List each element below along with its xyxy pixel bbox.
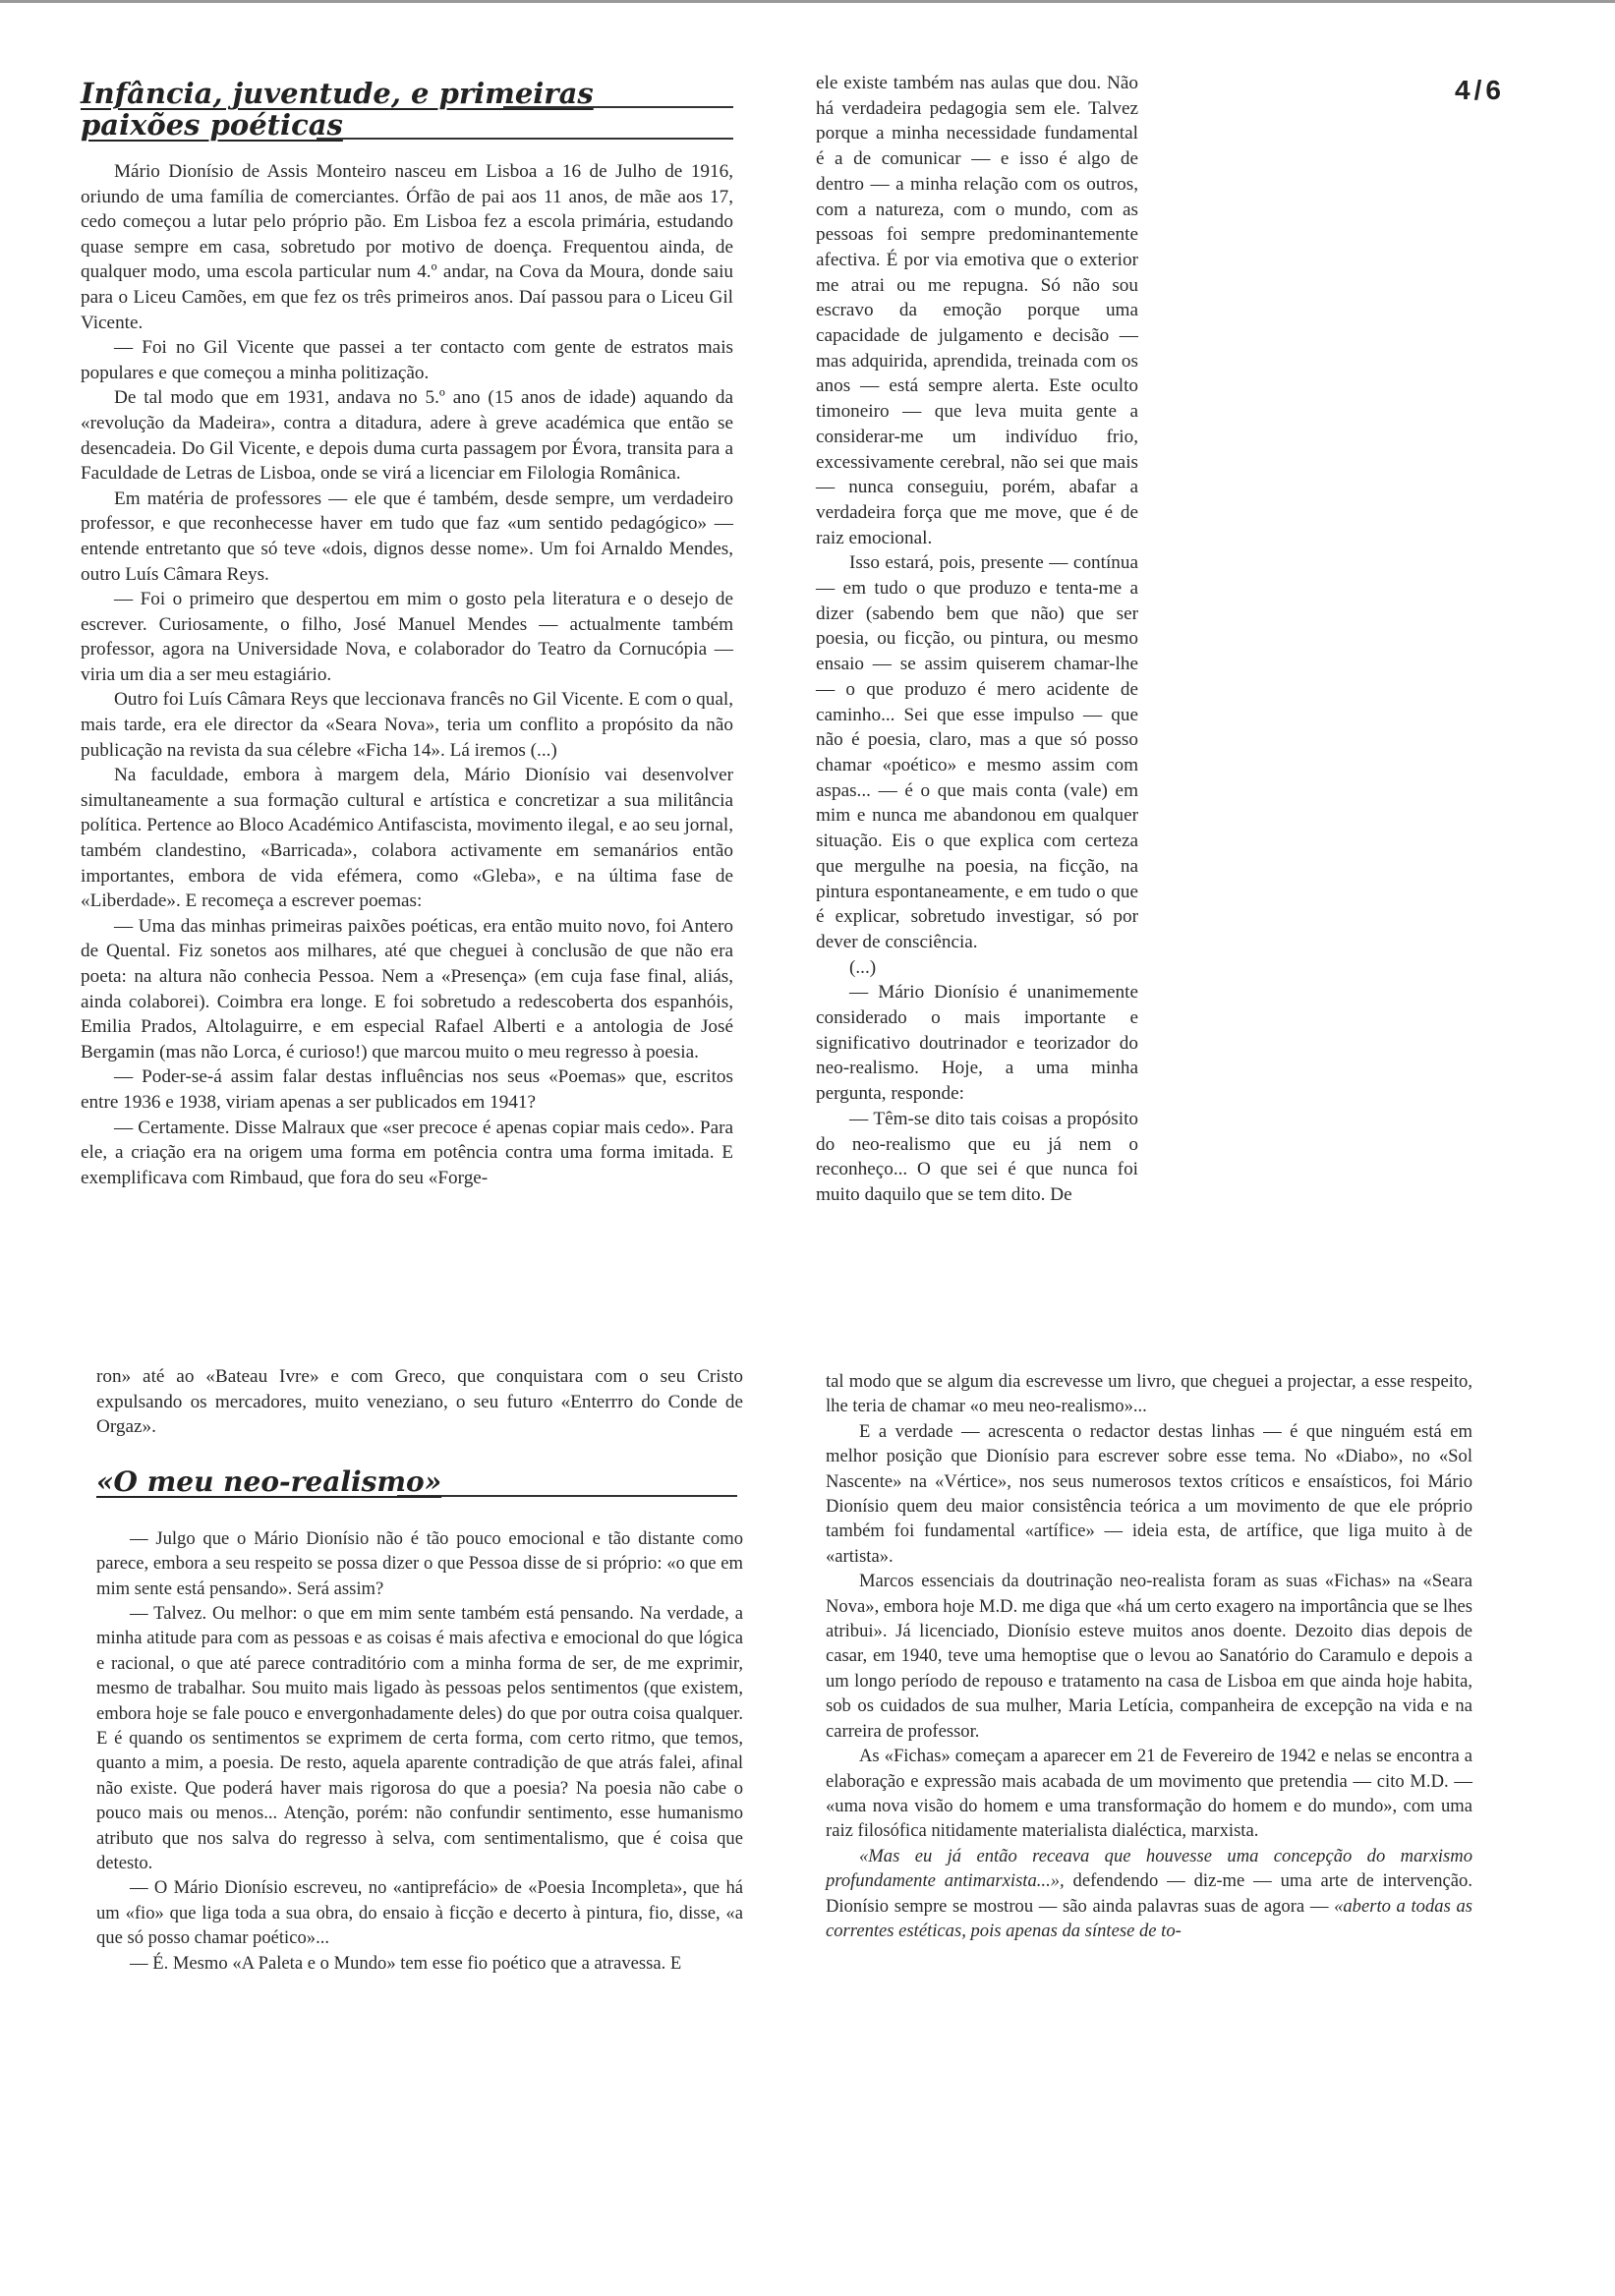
continuation-paragraph: ron» até ao «Bateau Ivre» e com Greco, que conquistara com o seu Cristo expulsando os mercadores, muito veneziano, o seu futuro «Enterrro do Conde de Orgaz». <box>96 1366 743 1438</box>
paragraph: — É. Mesmo «A Paleta e o Mundo» tem esse fio poético que a atravessa. E <box>130 1952 682 1974</box>
italic-quote: «Mas eu já então receava que houvesse uma concepção do marxismo profundamente antimarxista...», <box>826 1845 1472 1892</box>
paragraph: (...) <box>849 956 877 978</box>
paragraph: — Mário Dionísio é unanimemente considerado o mais importante e significativo doutrinador e teorizador do neo-realismo. Hoje, a uma minha pergunta, responde: <box>816 982 1138 1105</box>
paragraph: As «Fichas» começam a aparecer em 21 de Fevereiro de 1942 e nelas se encontra a elaboração e expressão mais acabada de um movimento que pretendia — cito M.D. — «uma nova visão do homem e uma transformação do homem e do mundo», com uma raiz filosófica nitidamente materialista dialéctica, marxista. <box>826 1746 1472 1842</box>
paragraph: ele existe também nas aulas que dou. Não há verdadeira pedagogia sem ele. Talvez porque a minha necessidade fundamental é a de comunicar — e isso é algo de dentro — a minha relação com os outros, com a natureza, com o mundo, com as pessoas foi sempre predominantemente afectiva. É por via emotiva que o exterior me atrai ou me repugna. Só não sou escravo da emoção porque uma capacidade de julgamento e decisão — mas adquirida, aprendida, treinada com os anos — está sempre alerta. Este oculto timoneiro — que leva muita gente a considerar-me um indivíduo frio, excessivamente cerebral, não sei que mais — nunca conseguiu, porém, abafar a verdadeira força que me move, que é de raiz emocional. <box>816 73 1138 548</box>
paragraph: E a verdade — acrescenta o redactor destas linhas — é que ninguém está em melhor posição que Dionísio para escrever sobre esse tema. No «Diabo», no «Sol Nascente» na «Vértice», nos seus numerosos textos críticos e ensaísticos, foi Mário Dionísio quem deu maior consistência teórica a um movimento de que ele próprio também foi fundamental «artífice» — ideia esta, de artífice, que liga muito à de «artista». <box>826 1420 1472 1567</box>
paragraph: Isso estará, pois, presente — contínua — em tudo o que produzo e tenta-me a dizer (sabendo bem que não) que ser poesia, ou ficção, ou pintura, ou mesmo ensaio — se assim quiserem chamar-lhe — o que produzo é mero acidente de caminho... Sei que esse impulso — que não é poesia, claro, mas a que só posso chamar «poético» e mesmo assim com aspas... — é o que mais conta (vale) em mim e nunca me abandonou em qualquer situação. Eis o que explica com certeza que mergulhe na poesia, na ficção, na pintura espontaneamente, e em tudo o que é explicar, sobretudo investigar, só por dever de consciência. <box>816 552 1138 952</box>
paragraph: Mário Dionísio de Assis Monteiro nasceu em Lisboa a 16 de Julho de 1916, oriundo de uma família de comerciantes. Órfão de pai aos 11 anos, de mãe aos 17, cedo começou a lutar pelo próprio pão. Em Lisboa fez a escola primária, estudando quase sempre em casa, sobretudo por motivo de doença. Frequentou ainda, de qualquer modo, uma escola particular num 4.º andar, na Cova da Moura, donde saiu para o Liceu Camões, em que fez os três primeiros anos. Daí passou para o Liceu Gil Vicente. <box>81 161 733 333</box>
section-childhood <box>81 77 733 1190</box>
paragraph: De tal modo que em 1931, andava no 5.º ano (15 anos de idade) aquando da «revolução da Madeira», contra a ditadura, adere à greve académica que então se desencadeia. Do Gil Vicente, e depois duma curta passagem por Évora, transita para a Faculdade de Letras de Lisboa, onde se virá a licenciar em Filologia Românica. <box>81 387 733 485</box>
paragraph: Outro foi Luís Câmara Reys que leccionava francês no Gil Vicente. E com o qual, mais tarde, era ele director da «Seara Nova», teria um conflito a propósito da não publicação na revista da sua célebre «Ficha 14». Lá iremos (...) <box>81 689 733 761</box>
italic-quote-end: «aberto a todas as correntes estéticas, pois apenas da síntese de to- <box>826 1895 1472 1941</box>
paragraph: — Certamente. Disse Malraux que «ser precoce é apenas copiar mais cedo». Para ele, a criação era na origem uma forma em potência contra uma forma imitada. E exemplificava com Rimbaud, que fora do seu «Forge- <box>81 1117 733 1188</box>
section-title-2 <box>81 108 733 142</box>
section-title-neo-realism: «O meu neo-realismo» <box>96 1464 442 1498</box>
paragraph <box>826 1844 1472 1944</box>
scan-edge <box>0 0 1615 3</box>
paragraph: — Têm-se dito tais coisas a propósito do neo-realismo que eu já nem o reconheço... O que sei é que nunca foi muito daquilo que se tem dito. De <box>816 1108 1138 1205</box>
section-title-line2: paixões poéticas <box>81 108 343 142</box>
right-column <box>816 71 1138 1208</box>
section-title-line1: Infância, juventude, e primeiras <box>81 77 594 110</box>
paragraph: Em matéria de professores — ele que é também, desde sempre, um verdadeiro professor, e que reconhecesse haver em tudo que faz «um sentido pedagógico» — entende entretanto que só teve «dois, dignos desse nome». Um foi Arnaldo Mendes, outro Luís Câmara Reys. <box>81 488 733 585</box>
paragraph: Na faculdade, embora à margem dela, Mário Dionísio vai desenvolver simultaneamente a sua formação cultural e artística e concretizar a sua militância política. Pertence ao Bloco Académico Antifascista, movimento ilegal, e ao seu jornal, também clandestino, «Barricada», colabora activamente em semanários então importantes, embora de vida efémera, como «Gleba», e na última fase de «Liberdade». E recomeça a escrever poemas: <box>81 765 733 912</box>
paragraph: tal modo que se algum dia escrevesse um livro, que cheguei a projectar, a esse respeito, lhe teria de chamar «o meu neo-realismo»... <box>826 1371 1472 1417</box>
paragraph: — Poder-se-á assim falar destas influências nos seus «Poemas» que, escritos entre 1936 e 1938, viriam apenas a ser publicados em 1941? <box>81 1066 733 1113</box>
paragraph: — Foi no Gil Vicente que passei a ter contacto com gente de estratos mais populares e que começou a minha politização. <box>81 337 733 383</box>
title-rule-2 <box>317 138 733 140</box>
bottom-left-column <box>96 1364 743 1976</box>
page-number: 4/6 <box>1455 75 1505 105</box>
paragraph: — Julgo que o Mário Dionísio não é tão pouco emocional e tão distante como parece, embora a seu respeito se possa dizer o que Pessoa disse de si próprio: «o que em mim sente está pensando». Será assim? <box>96 1527 743 1599</box>
paragraph: Marcos essenciais da doutrinação neo-realista foram as suas «Fichas» na «Seara Nova», embora hoje M.D. me diga que «há um certo exagero na importância que se lhes atribui». Já licenciado, Dionísio esteve muitos anos doente. Dezoito dias depois de casar, em 1940, teve uma hemoptise que o levou ao Sanatório do Caramulo e depois a um longo período de repouso e tratamento na casa de Lisboa em que ainda hoje habita, sob os cuidados de sua mulher, Maria Letícia, companheira de excepção na vida e na carreira de professor. <box>826 1571 1472 1742</box>
section-title <box>81 77 733 110</box>
paragraph: — Uma das minhas primeiras paixões poéticas, era então muito novo, foi Antero de Quental. Fiz sonetos aos milhares, até que cheguei à conclusão de que não era poeta: na altura não conhecia Pessoa. Nem a «Presença» (em cuja fase final, aliás, ainda colaborei). Coimbra era longe. E foi sobretudo a redescoberta dos espanhóis, Emilia Prados, Altolaguirre, e em especial Rafael Alberti e a antologia de José Bergamin (mas não Lorca, é curioso!) que marcou muito o meu regresso à poesia. <box>81 915 733 1062</box>
title-rule-3 <box>397 1495 737 1497</box>
paragraph-text: defendendo — diz-me — uma arte de intervenção. Dionísio sempre se mostrou — são ainda palavras suas de agora — <box>826 1870 1473 1917</box>
paragraph: — O Mário Dionísio escreveu, no «antiprefácio» de «Poesia Incompleta», que há um «fio» que liga toda a sua obra, do ensaio à ficção e decerto à pintura, fio, disse, «a que só posso chamar poético»... <box>96 1877 743 1949</box>
paragraph: — Foi o primeiro que despertou em mim o gosto pela literatura e o desejo de escrever. Curiosamente, o filho, José Manuel Mendes — actualmente também professor, agora na Universidade Nova, e colaborador do Teatro da Cornucópia — viria um dia a ser meu estagiário. <box>81 589 733 685</box>
bottom-right-column <box>826 1369 1472 1943</box>
paragraph: — Talvez. Ou melhor: o que em mim sente também está pensando. Na verdade, a minha atitude para com as pessoas e as coisas é mais afectiva e emocional do que lógica e racional, o que até parece contraditório com a minha forma de ser, de me exprimir, mesmo de trabalhar. Sou muito mais ligado às pessoas pelos sentimentos (que existem, embora hoje se fale pouco e envergonhadamente deles) do que por outra coisa qualquer. E é quando os sentimentos se exprimem de certa forma, com certo ritmo, que temos, quanto a mim, a poesia. De resto, aquela aparente contradição de que atrás falei, afinal não existe. Que poderá haver mais rigorosa do que a poesia? Na poesia não cabe o pouco mais ou menos... Atenção, porém: não confundir sentimento, esse humanismo atributo que nos salva do regresso à selva, com sentimentalismo, que é coisa que detesto. <box>96 1603 743 1874</box>
